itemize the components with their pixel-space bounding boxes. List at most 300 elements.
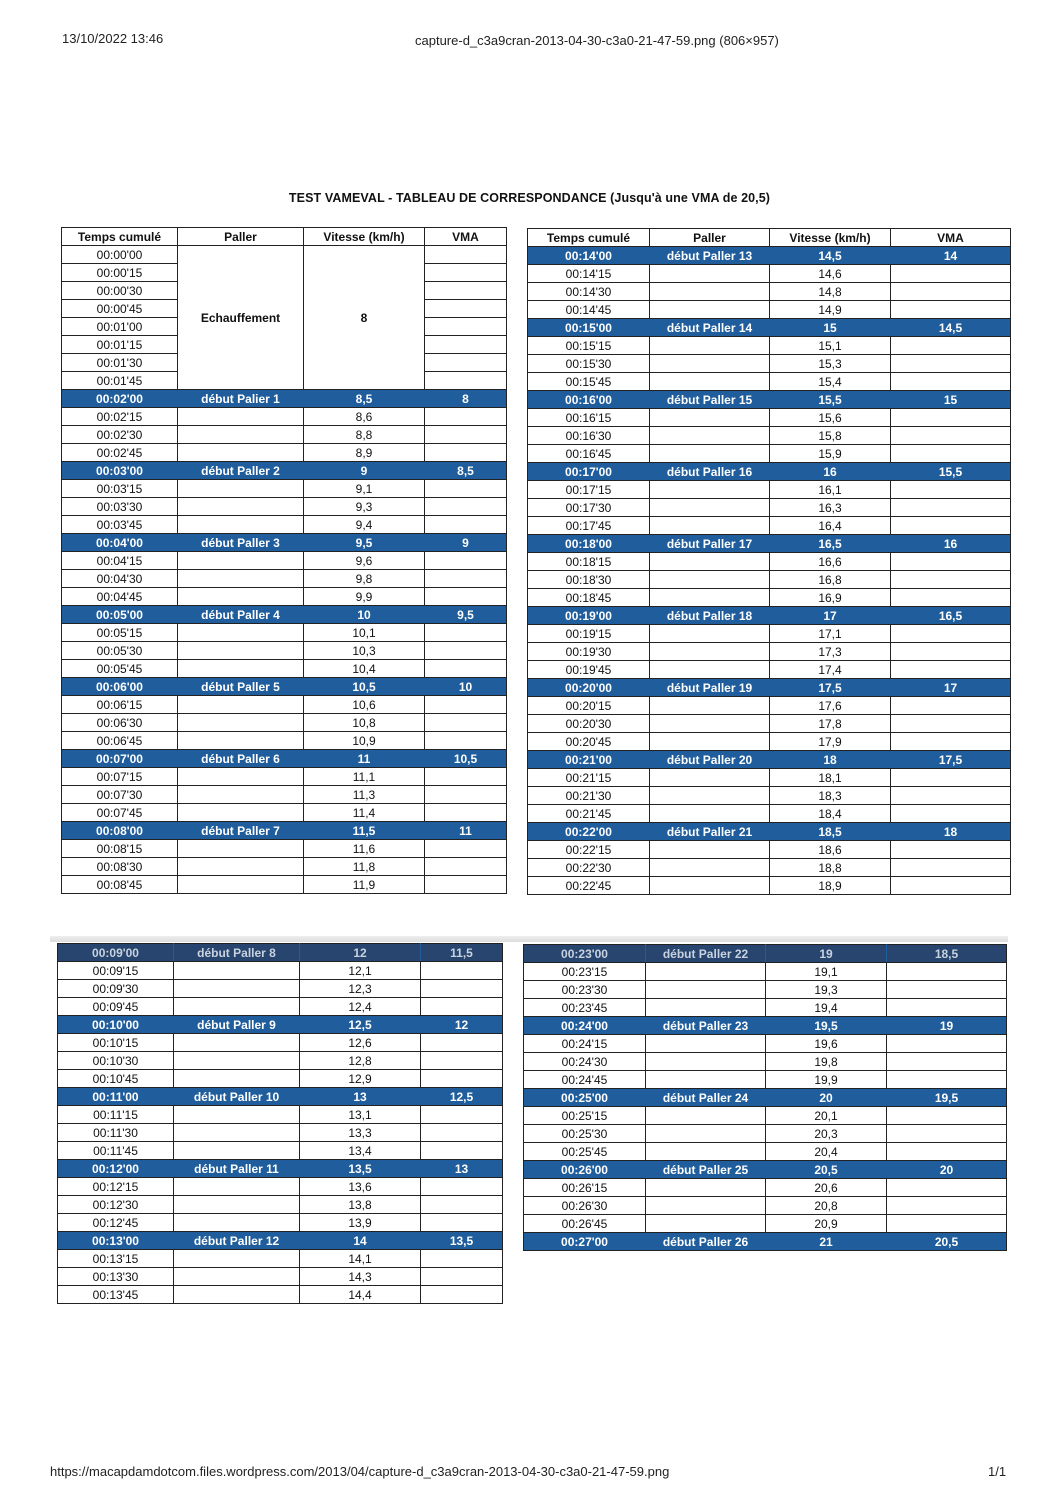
cell-palier: [650, 805, 770, 823]
cell-time: 00:25'00: [524, 1089, 646, 1107]
cell-vma: 9,5: [425, 606, 507, 624]
cell-speed: 19,4: [766, 999, 887, 1017]
cell-speed: 20,5: [766, 1161, 887, 1179]
cell-speed: 19,8: [766, 1053, 887, 1071]
cell-vma: 16: [891, 535, 1011, 553]
cell-speed: 11,1: [304, 768, 425, 786]
palier-start-row: [524, 1161, 1007, 1179]
cell-vma: [425, 336, 507, 354]
vameval-table-left-top: [61, 227, 507, 894]
cell-speed: 19,5: [766, 1017, 887, 1035]
cell-palier: début Paller 24: [646, 1089, 766, 1107]
cell-palier: [646, 1197, 766, 1215]
table-row: [524, 1215, 1007, 1233]
cell-time: 00:12'30: [58, 1196, 174, 1214]
table-row: [58, 1070, 503, 1088]
cell-speed: 9,5: [304, 534, 425, 552]
cell-speed: 18,8: [770, 859, 891, 877]
cell-palier: début Paller 16: [650, 463, 770, 481]
cell-vma: 17: [891, 679, 1011, 697]
col-header-speed: Vitesse (km/h): [304, 228, 425, 246]
cell-speed: 12,8: [300, 1052, 421, 1070]
table-row: [528, 283, 1011, 301]
palier-start-row: [528, 391, 1011, 409]
cell-time: 00:14'30: [528, 283, 650, 301]
cell-speed: 17: [770, 607, 891, 625]
cell-speed: 10,9: [304, 732, 425, 750]
cell-vma: [421, 1106, 503, 1124]
table-row: [528, 643, 1011, 661]
cell-speed: 18,9: [770, 877, 891, 895]
cell-palier: [178, 408, 304, 426]
cell-speed: 17,5: [770, 679, 891, 697]
cell-speed: 11,5: [304, 822, 425, 840]
table-row: [524, 1053, 1007, 1071]
cell-speed: 19,6: [766, 1035, 887, 1053]
cell-palier: [650, 625, 770, 643]
cell-vma: 8,5: [425, 462, 507, 480]
cell-vma: [891, 409, 1011, 427]
cell-palier: [650, 553, 770, 571]
cell-palier: début Paller 13: [650, 247, 770, 265]
cell-vma: 8: [425, 390, 507, 408]
cell-time: 00:24'15: [524, 1035, 646, 1053]
cell-speed: 13,3: [300, 1124, 421, 1142]
table-row: [528, 355, 1011, 373]
cell-palier: [650, 643, 770, 661]
palier-start-row: [524, 945, 1007, 963]
cell-vma: 11,5: [421, 944, 503, 962]
cell-time: 00:20'30: [528, 715, 650, 733]
cell-palier: [650, 301, 770, 319]
cell-speed: 13,4: [300, 1142, 421, 1160]
cell-time: 00:04'30: [62, 570, 178, 588]
cell-speed: 9: [304, 462, 425, 480]
cell-time: 00:01'00: [62, 318, 178, 336]
table-row: [62, 624, 507, 642]
palier-start-row: [58, 1160, 503, 1178]
cell-speed: 15,1: [770, 337, 891, 355]
cell-palier: [650, 283, 770, 301]
cell-vma: [421, 1196, 503, 1214]
cell-time: 00:04'00: [62, 534, 178, 552]
cell-vma: [421, 980, 503, 998]
cell-palier: [646, 999, 766, 1017]
cell-speed: 11,6: [304, 840, 425, 858]
cell-palier: [178, 642, 304, 660]
cell-time: 00:02'45: [62, 444, 178, 462]
cell-palier: [646, 981, 766, 999]
cell-time: 00:07'00: [62, 750, 178, 768]
cell-speed: 17,1: [770, 625, 891, 643]
cell-speed: 16,5: [770, 535, 891, 553]
cell-palier: début Paller 23: [646, 1017, 766, 1035]
cell-time: 00:25'30: [524, 1125, 646, 1143]
cell-speed: 13,5: [300, 1160, 421, 1178]
cell-time: 00:21'30: [528, 787, 650, 805]
cell-vma: [891, 337, 1011, 355]
cell-time: 00:13'00: [58, 1232, 174, 1250]
cell-palier: [650, 427, 770, 445]
table-row: [524, 1071, 1007, 1089]
cell-time: 00:07'15: [62, 768, 178, 786]
table-row: [58, 1142, 503, 1160]
table-row: [58, 1196, 503, 1214]
table-row: [62, 498, 507, 516]
cell-speed: 16,8: [770, 571, 891, 589]
cell-time: 00:22'00: [528, 823, 650, 841]
page-title: TEST VAMEVAL - TABLEAU DE CORRESPONDANCE (Jusqu'à une VMA de 20,5): [288, 191, 771, 205]
cell-time: 00:25'15: [524, 1107, 646, 1125]
cell-time: 00:17'15: [528, 481, 650, 499]
cell-time: 00:22'30: [528, 859, 650, 877]
palier-start-row: [62, 606, 507, 624]
print-date: 13/10/2022 13:46: [62, 31, 164, 46]
cell-vma: 10: [425, 678, 507, 696]
cell-speed: 8,9: [304, 444, 425, 462]
table-row: [62, 480, 507, 498]
cell-vma: 12,5: [421, 1088, 503, 1106]
table-row: [58, 1214, 503, 1232]
cell-speed: 16,3: [770, 499, 891, 517]
cell-vma: [887, 1035, 1007, 1053]
table-row: [524, 1107, 1007, 1125]
cell-palier: début Paller 12: [174, 1232, 300, 1250]
cell-palier: [178, 426, 304, 444]
cell-speed: 18,6: [770, 841, 891, 859]
cell-speed: 10,5: [304, 678, 425, 696]
table-row: [528, 787, 1011, 805]
cell-time: 00:25'45: [524, 1143, 646, 1161]
cell-time: 00:23'00: [524, 945, 646, 963]
cell-vma: [887, 1179, 1007, 1197]
cell-vma: [887, 1143, 1007, 1161]
cell-palier: [650, 571, 770, 589]
table-row: [62, 246, 507, 264]
cell-speed: 15,5: [770, 391, 891, 409]
warmup-speed: 8: [304, 246, 425, 390]
cell-speed: 9,9: [304, 588, 425, 606]
cell-speed: 17,8: [770, 715, 891, 733]
cell-time: 00:11'30: [58, 1124, 174, 1142]
table-row: [528, 409, 1011, 427]
cell-time: 00:08'45: [62, 876, 178, 894]
cell-palier: [650, 409, 770, 427]
cell-time: 00:03'00: [62, 462, 178, 480]
cell-vma: [891, 841, 1011, 859]
cell-vma: [425, 264, 507, 282]
cell-vma: [425, 246, 507, 264]
table-row: [528, 841, 1011, 859]
cell-vma: [891, 805, 1011, 823]
cell-palier: [178, 696, 304, 714]
cell-vma: 18: [891, 823, 1011, 841]
cell-time: 00:13'30: [58, 1268, 174, 1286]
cell-vma: [887, 1125, 1007, 1143]
table-row: [58, 998, 503, 1016]
cell-speed: 8,8: [304, 426, 425, 444]
table-row: [62, 588, 507, 606]
palier-start-row: [524, 1017, 1007, 1035]
table-row: [528, 373, 1011, 391]
cell-palier: [174, 962, 300, 980]
cell-palier: [178, 516, 304, 534]
table-row: [62, 696, 507, 714]
cell-palier: [178, 498, 304, 516]
cell-time: 00:23'45: [524, 999, 646, 1017]
print-file-title: capture-d_c3a9cran-2013-04-30-c3a0-21-47-59.png (806×957): [415, 33, 779, 48]
cell-time: 00:16'15: [528, 409, 650, 427]
cell-palier: début Paller 15: [650, 391, 770, 409]
cell-palier: [174, 1286, 300, 1304]
cell-speed: 16,4: [770, 517, 891, 535]
cell-speed: 20,8: [766, 1197, 887, 1215]
cell-time: 00:22'45: [528, 877, 650, 895]
cell-vma: 17,5: [891, 751, 1011, 769]
cell-speed: 12,4: [300, 998, 421, 1016]
cell-speed: 18,5: [770, 823, 891, 841]
cell-speed: 12,6: [300, 1034, 421, 1052]
cell-vma: [891, 499, 1011, 517]
cell-palier: [178, 480, 304, 498]
table-row: [524, 1143, 1007, 1161]
palier-start-row: [528, 463, 1011, 481]
cell-palier: [650, 769, 770, 787]
cell-vma: [887, 981, 1007, 999]
table-row: [62, 552, 507, 570]
cell-palier: [178, 660, 304, 678]
cell-speed: 16: [770, 463, 891, 481]
cell-speed: 12: [300, 944, 421, 962]
cell-speed: 13,6: [300, 1178, 421, 1196]
vameval-table-left-bottom: [57, 943, 503, 1304]
table-row: [528, 265, 1011, 283]
cell-vma: [891, 769, 1011, 787]
table-row: [62, 714, 507, 732]
cell-palier: [646, 1215, 766, 1233]
cell-vma: [421, 1034, 503, 1052]
cell-speed: 15: [770, 319, 891, 337]
cell-speed: 14,6: [770, 265, 891, 283]
cell-vma: [421, 1268, 503, 1286]
cell-time: 00:15'15: [528, 337, 650, 355]
table-row: [58, 1286, 503, 1304]
cell-time: 00:20'00: [528, 679, 650, 697]
cell-vma: [891, 877, 1011, 895]
cell-time: 00:16'45: [528, 445, 650, 463]
cell-vma: [425, 858, 507, 876]
cell-vma: [887, 1197, 1007, 1215]
cell-time: 00:08'00: [62, 822, 178, 840]
palier-start-row: [528, 679, 1011, 697]
cell-palier: [178, 624, 304, 642]
palier-start-row: [62, 678, 507, 696]
cell-time: 00:02'15: [62, 408, 178, 426]
cell-speed: 15,8: [770, 427, 891, 445]
cell-palier: [174, 1178, 300, 1196]
cell-palier: début Paller 21: [650, 823, 770, 841]
cell-speed: 9,4: [304, 516, 425, 534]
palier-start-row: [62, 750, 507, 768]
cell-time: 00:05'30: [62, 642, 178, 660]
cell-speed: 11,3: [304, 786, 425, 804]
cell-time: 00:01'15: [62, 336, 178, 354]
cell-vma: [421, 1070, 503, 1088]
cell-time: 00:04'45: [62, 588, 178, 606]
cell-palier: [178, 444, 304, 462]
cell-time: 00:03'15: [62, 480, 178, 498]
cell-time: 00:15'45: [528, 373, 650, 391]
table-row: [524, 981, 1007, 999]
cell-time: 00:07'30: [62, 786, 178, 804]
table-row: [528, 499, 1011, 517]
cell-vma: [425, 588, 507, 606]
cell-time: 00:02'00: [62, 390, 178, 408]
table-row: [524, 999, 1007, 1017]
cell-vma: 9: [425, 534, 507, 552]
cell-palier: [646, 1125, 766, 1143]
cell-vma: [425, 714, 507, 732]
cell-speed: 20,4: [766, 1143, 887, 1161]
cell-time: 00:09'15: [58, 962, 174, 980]
cell-time: 00:00'30: [62, 282, 178, 300]
print-page-number: 1/1: [988, 1464, 1007, 1479]
cell-vma: [425, 552, 507, 570]
cell-vma: [425, 318, 507, 336]
palier-start-row: [58, 1016, 503, 1034]
cell-speed: 14: [300, 1232, 421, 1250]
cell-vma: [891, 355, 1011, 373]
cell-speed: 15,9: [770, 445, 891, 463]
table-row: [528, 337, 1011, 355]
cell-vma: [425, 570, 507, 588]
cell-vma: [887, 963, 1007, 981]
cell-palier: [178, 570, 304, 588]
cell-speed: 20,3: [766, 1125, 887, 1143]
cell-time: 00:21'15: [528, 769, 650, 787]
cell-time: 00:17'00: [528, 463, 650, 481]
cell-time: 00:26'45: [524, 1215, 646, 1233]
cell-speed: 16,1: [770, 481, 891, 499]
palier-start-row: [528, 319, 1011, 337]
table-row: [528, 589, 1011, 607]
cell-speed: 10,1: [304, 624, 425, 642]
cell-vma: 15: [891, 391, 1011, 409]
cell-vma: [425, 696, 507, 714]
col-header-vma: VMA: [891, 229, 1011, 247]
cell-palier: [650, 373, 770, 391]
cell-vma: 19: [887, 1017, 1007, 1035]
cell-palier: [174, 1034, 300, 1052]
cell-time: 00:20'15: [528, 697, 650, 715]
cell-palier: [178, 786, 304, 804]
cell-vma: [425, 768, 507, 786]
cell-palier: [178, 804, 304, 822]
vameval-table-right-bottom: [523, 944, 1007, 1251]
table-row: [528, 625, 1011, 643]
cell-palier: [646, 963, 766, 981]
cell-palier: [646, 1143, 766, 1161]
cell-speed: 13: [300, 1088, 421, 1106]
table-row: [58, 980, 503, 998]
cell-time: 00:23'15: [524, 963, 646, 981]
cell-palier: début Paller 5: [178, 678, 304, 696]
palier-start-row: [528, 247, 1011, 265]
palier-start-row: [528, 607, 1011, 625]
table-header-row: [62, 228, 507, 246]
cell-time: 00:00'15: [62, 264, 178, 282]
table-row: [62, 786, 507, 804]
cell-palier: [646, 1179, 766, 1197]
cell-vma: [425, 516, 507, 534]
col-header-time: Temps cumulé: [528, 229, 650, 247]
cell-speed: 14,3: [300, 1268, 421, 1286]
table-row: [528, 877, 1011, 895]
cell-palier: [174, 1106, 300, 1124]
cell-palier: [178, 732, 304, 750]
table-row: [58, 962, 503, 980]
table-row: [62, 768, 507, 786]
cell-time: 00:15'00: [528, 319, 650, 337]
cell-vma: [425, 624, 507, 642]
cell-palier: début Paller 6: [178, 750, 304, 768]
cell-palier: début Paller 9: [174, 1016, 300, 1034]
cell-speed: 10,4: [304, 660, 425, 678]
cell-time: 00:11'00: [58, 1088, 174, 1106]
cell-time: 00:06'00: [62, 678, 178, 696]
cell-palier: [174, 1052, 300, 1070]
palier-start-row: [528, 535, 1011, 553]
table-row: [62, 444, 507, 462]
table-row: [62, 858, 507, 876]
cell-palier: [650, 499, 770, 517]
cell-palier: [650, 265, 770, 283]
cell-speed: 10: [304, 606, 425, 624]
cell-vma: [891, 733, 1011, 751]
cell-speed: 9,3: [304, 498, 425, 516]
cell-speed: 10,8: [304, 714, 425, 732]
cell-time: 00:10'30: [58, 1052, 174, 1070]
cell-time: 00:19'15: [528, 625, 650, 643]
cell-palier: [650, 517, 770, 535]
cell-speed: 10,3: [304, 642, 425, 660]
palier-start-row: [528, 823, 1011, 841]
cell-time: 00:26'15: [524, 1179, 646, 1197]
cell-speed: 11: [304, 750, 425, 768]
cell-palier: [650, 661, 770, 679]
cell-time: 00:23'30: [524, 981, 646, 999]
cell-vma: [425, 804, 507, 822]
cell-vma: [891, 427, 1011, 445]
cell-palier: début Palier 1: [178, 390, 304, 408]
cell-vma: [887, 1215, 1007, 1233]
table-row: [58, 1268, 503, 1286]
cell-vma: [891, 481, 1011, 499]
cell-vma: [425, 786, 507, 804]
table-row: [62, 642, 507, 660]
cell-time: 00:21'00: [528, 751, 650, 769]
cell-time: 00:12'15: [58, 1178, 174, 1196]
cell-speed: 14,9: [770, 301, 891, 319]
cell-vma: [891, 589, 1011, 607]
cell-vma: [891, 301, 1011, 319]
cell-speed: 21: [766, 1233, 887, 1251]
cell-time: 00:26'30: [524, 1197, 646, 1215]
cell-speed: 19: [766, 945, 887, 963]
palier-start-row: [62, 534, 507, 552]
cell-time: 00:18'45: [528, 589, 650, 607]
cell-time: 00:05'00: [62, 606, 178, 624]
